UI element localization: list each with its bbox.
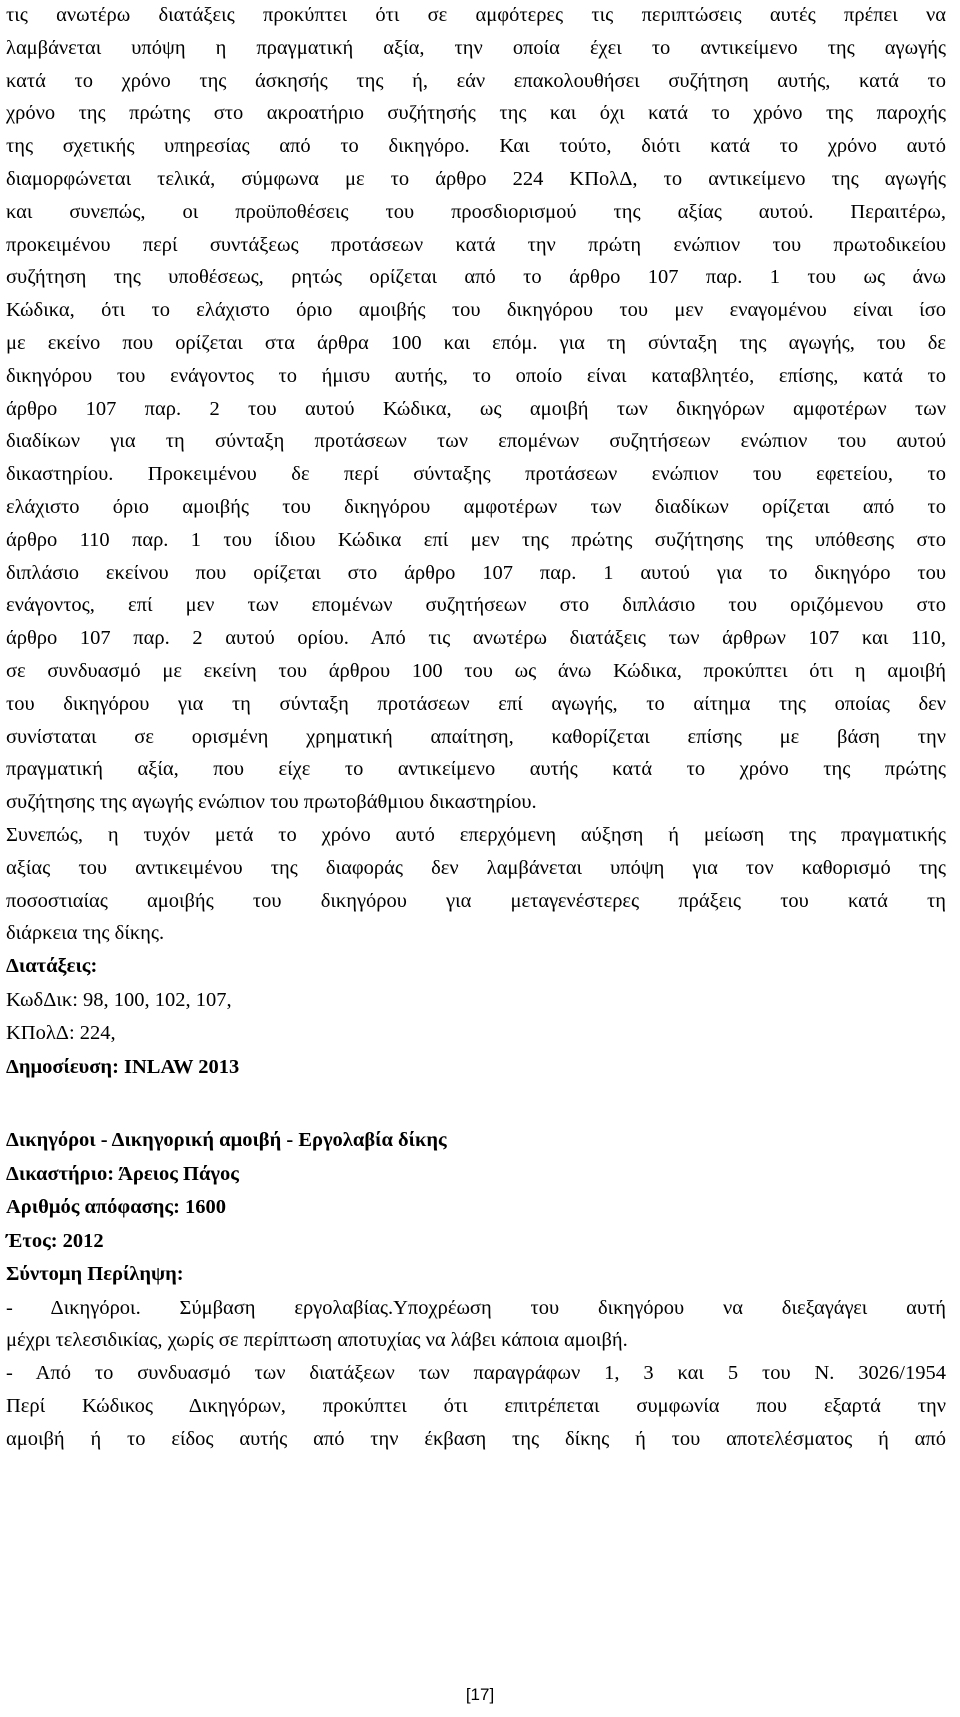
body-paragraph	[6, 0, 946, 819]
case-court: Δικαστήριο: Άρειος Πάγος	[6, 1162, 239, 1185]
provisions-block	[6, 950, 946, 1084]
case-header	[6, 1124, 946, 1292]
provision-line: ΚΠολΔ: 224,	[6, 1022, 116, 1045]
text-line: προκειμένου περί συντάξεως προτάσεων κατά την πρώτη ενώπιον του πρωτοδικείου	[6, 233, 946, 256]
text-line: ελάχιστο όριο αμοιβής του δικηγόρου αμφοτέρων των διαδίκων ορίζεται από το	[6, 495, 946, 518]
text-line: αξίας του αντικειμένου της διαφοράς δεν λαμβάνεται υπόψη για τον καθορισμό της	[6, 856, 946, 879]
text-line: ποσοστιαίας αμοιβής του δικηγόρου για μεταγενέστερες πράξεις του κατά τη	[6, 889, 946, 912]
text-line: μέχρι τελεσιδικίας, χωρίς σε περίπτωση αποτυχίας να λάβει κάποια αμοιβή.	[6, 1329, 628, 1352]
provisions-heading: Διατάξεις:	[6, 955, 98, 978]
section-gap	[6, 1084, 946, 1124]
publication-line: Δημοσίευση: INLAW 2013	[6, 1055, 240, 1078]
text-line: άρθρο 110 παρ. 1 του ίδιου Κώδικα επί μεν της πρώτης συζήτησης της υπόθεσης στο	[6, 528, 946, 551]
text-line: κατά το χρόνο της άσκησής της ή, εάν επακολουθήσει συζήτηση αυτής, κατά το	[6, 69, 946, 92]
summary-heading: Σύντομη Περίληψη:	[6, 1263, 184, 1286]
page-number: [17]	[465, 1685, 495, 1704]
document-text	[6, 0, 946, 1456]
text-line: τις ανωτέρω διατάξεις προκύπτει ότι σε αμφότερες τις περιπτώσεις αυτές πρέπει να	[6, 4, 946, 26]
text-line: σε συνδυασμό με εκείνη του άρθρου 100 του ως άνω Κώδικα, προκύπτει ότι η αμοιβή	[6, 659, 946, 682]
case-title: Δικηγόροι - Δικηγορική αμοιβή - Εργολαβία δίκης	[6, 1129, 447, 1152]
text-line: Κώδικα, ότι το ελάχιστο όριο αμοιβής του δικηγόρου του μεν εναγομένου είναι ίσο	[6, 299, 946, 322]
text-line: πραγματική αξία, που είχε το αντικείμενο αυτής κατά το χρόνο της πρώτης	[6, 758, 946, 781]
summary-paragraph	[6, 1292, 946, 1456]
text-line: άρθρο 107 παρ. 2 αυτού ορίου. Από τις ανωτέρω διατάξεις των άρθρων 107 και 110,	[6, 627, 946, 650]
conclusion-paragraph	[6, 819, 946, 950]
text-line: διπλάσιο εκείνου που ορίζεται στο άρθρο 107 παρ. 1 αυτού για το δικηγόρο του	[6, 561, 946, 584]
text-line: χρόνο της πρώτης στο ακροατήριο συζήτησής της και όχι κατά το χρόνο της παροχής	[6, 102, 946, 125]
text-line: άρθρο 107 παρ. 2 του αυτού Κώδικα, ως αμοιβή των δικηγόρων αμφοτέρων των	[6, 397, 946, 420]
text-line: της σχετικής υπηρεσίας από το δικηγόρο. Και τούτο, διότι κατά το χρόνο αυτό	[6, 135, 946, 158]
text-line: - Από το συνδυασμό των διατάξεων των παραγράφων 1, 3 και 5 του Ν. 3026/1954	[6, 1362, 946, 1385]
case-decision-number: Αριθμός απόφασης: 1600	[6, 1196, 227, 1219]
text-line: και συνεπώς, οι προϋποθέσεις του προσδιορισμού της αξίας αυτού. Περαιτέρω,	[6, 200, 946, 223]
text-line: Περί Κώδικος Δικηγόρων, προκύπτει ότι επιτρέπεται συμφωνία που εξαρτά την	[6, 1395, 946, 1417]
text-line: διαμορφώνεται τελικά, σύμφωνα με το άρθρο 224 ΚΠολΔ, το αντικείμενο της αγωγής	[6, 167, 946, 190]
text-line: δικηγόρου του ενάγοντος το ήμισυ αυτής, το οποίο είναι καταβλητέο, επίσης, κατά το	[6, 364, 946, 387]
case-year: Έτος: 2012	[6, 1229, 104, 1252]
text-line: διάρκεια της δίκης.	[6, 922, 165, 945]
text-line: συζήτηση της υποθέσεως, ρητώς ορίζεται από το άρθρο 107 παρ. 1 του ως άνω	[6, 266, 946, 289]
text-line: δικαστηρίου. Προκειμένου δε περί σύνταξης προτάσεων ενώπιον του εφετείου, το	[6, 463, 946, 486]
text-line: συνίσταται σε ορισμένη χρηματική απαίτηση, καθορίζεται επίσης με βάση την	[6, 725, 946, 748]
text-line: ενάγοντος, επί μεν των επομένων συζητήσεων στο διπλάσιο του οριζόμενου στο	[6, 594, 946, 617]
text-line: αμοιβή ή το είδος αυτής από την έκβαση της δίκης ή του αποτελέσματος ή από	[6, 1427, 946, 1450]
text-line: με εκείνο που ορίζεται στα άρθρα 100 και επόμ. για τη σύνταξη της αγωγής, του δε	[6, 331, 946, 354]
text-line: Συνεπώς, η τυχόν μετά το χρόνο αυτό επερχόμενη αύξηση ή μείωση της πραγματικής	[6, 823, 946, 846]
provision-line: ΚωδΔικ: 98, 100, 102, 107,	[6, 988, 232, 1011]
text-line: λαμβάνεται υπόψη η πραγματική αξία, την οποία έχει το αντικείμενο της αγωγής	[6, 36, 946, 59]
text-line: του δικηγόρου για τη σύνταξη προτάσεων επί αγωγής, το αίτημα της οποίας δεν	[6, 692, 946, 715]
text-line: συζήτησης της αγωγής ενώπιον του πρωτοβάθμιου δικαστηρίου.	[6, 791, 537, 814]
text-line: - Δικηγόροι. Σύμβαση εργολαβίας.Υποχρέωση του δικηγόρου να διεξαγάγει αυτή	[6, 1296, 946, 1319]
text-line: διαδίκων για τη σύνταξη προτάσεων των επομένων συζητήσεων ενώπιον του αυτού	[6, 430, 946, 453]
